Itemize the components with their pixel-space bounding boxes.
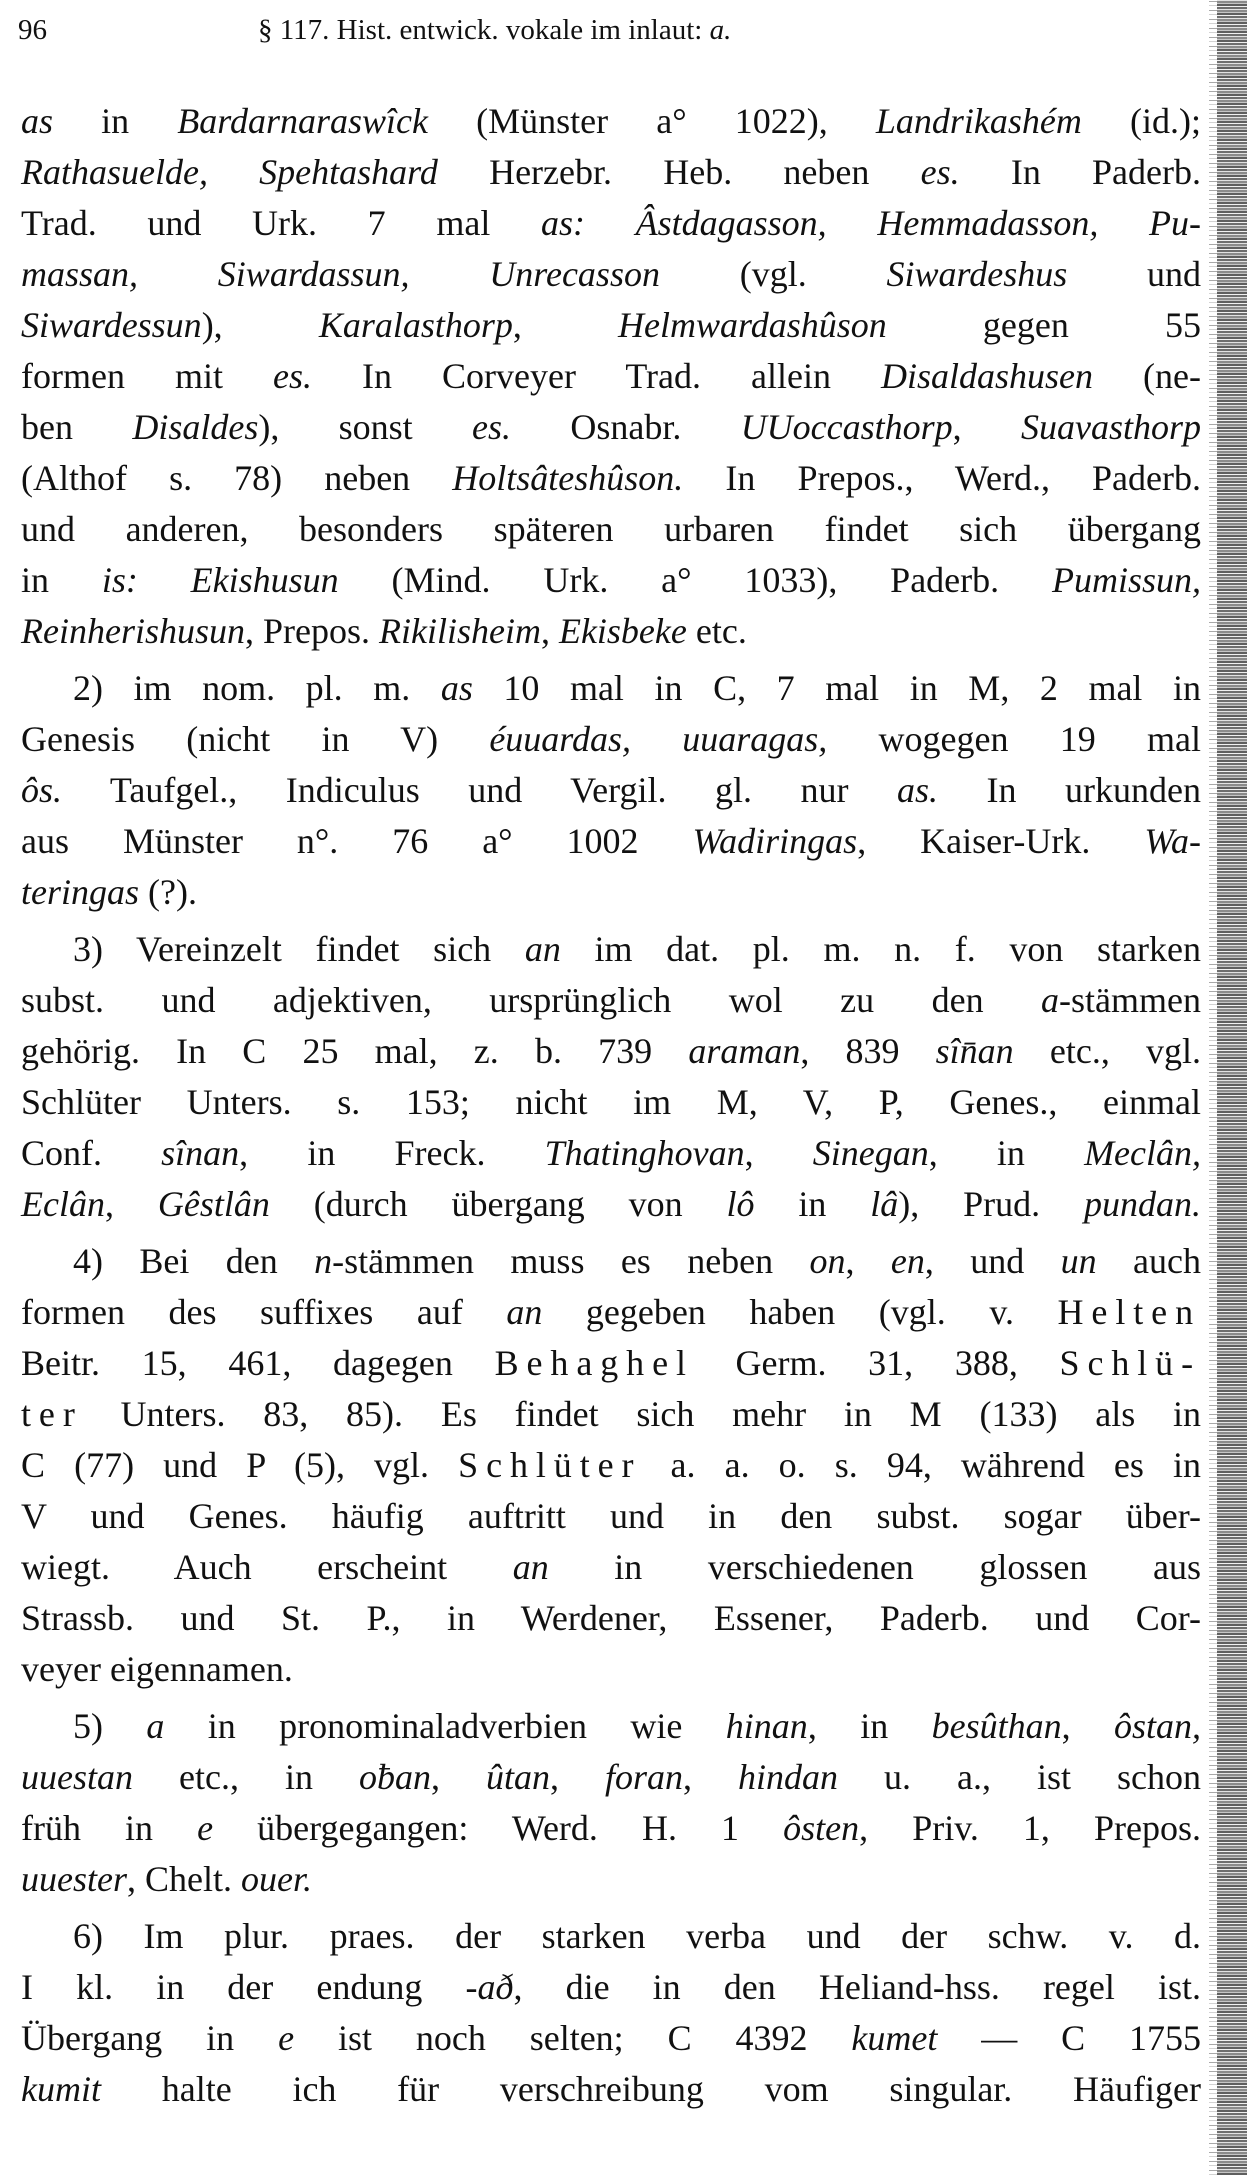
- paragraph: [21, 1236, 1201, 1695]
- text-line: [21, 96, 1201, 147]
- roman-text: ,: [512, 305, 619, 345]
- italic-text: Rathasuelde, Spehtashard: [21, 152, 438, 192]
- roman-text: im dat. pl. m. n. f. von starken: [560, 929, 1202, 969]
- text-line: [21, 816, 1201, 867]
- roman-text: 5): [73, 1706, 147, 1746]
- roman-text: und anderen, besonders späteren urbaren findet sich übergang: [21, 509, 1201, 549]
- italic-text: UUoccasthorp: [740, 407, 953, 447]
- italic-text: an: [506, 1292, 543, 1332]
- roman-text: in: [53, 101, 178, 141]
- text-line: [21, 2013, 1201, 2064]
- italic-text: sînan: [161, 1133, 240, 1173]
- roman-text: , in: [928, 1133, 1085, 1173]
- roman-text: , Chelt.: [126, 1859, 241, 1899]
- italic-text: besûthan: [931, 1706, 1062, 1746]
- paragraph: [21, 1911, 1201, 2115]
- text-line: [21, 867, 1201, 918]
- text-line: [21, 504, 1201, 555]
- italic-text: Pumissun,: [1051, 560, 1201, 600]
- roman-text: , 839: [800, 1031, 936, 1071]
- italic-text: ôsten: [783, 1808, 860, 1848]
- text-line: [21, 198, 1201, 249]
- roman-text: , in: [807, 1706, 932, 1746]
- paragraph: [21, 663, 1201, 918]
- roman-text: früh in: [21, 1808, 198, 1848]
- paragraph: [21, 924, 1201, 1230]
- running-title: [258, 14, 731, 47]
- italic-text: as: Âstdagasson, Hemmadasson, Pu-: [541, 203, 1201, 243]
- text-line: [21, 1179, 1201, 1230]
- roman-text: wogegen 19 mal: [827, 719, 1201, 759]
- spaced-author-name: Behaghel: [494, 1343, 694, 1383]
- text-line: [21, 714, 1201, 765]
- italic-text: Rikilisheim: [378, 611, 541, 651]
- roman-text: gehörig. In C 25 mal, z. b. 739: [21, 1031, 689, 1071]
- roman-text: ist noch selten; C 4392: [294, 2018, 852, 2058]
- text-line: [21, 606, 1201, 657]
- text-line: [21, 1389, 1201, 1440]
- spaced-author-name: Schlüter: [458, 1445, 642, 1485]
- text-line: [21, 924, 1201, 975]
- roman-text: Herzebr. Heb. neben: [437, 152, 921, 192]
- text-line: [21, 1593, 1201, 1644]
- text-line: [21, 147, 1201, 198]
- running-header: [18, 14, 1198, 54]
- italic-text: oƀan: [358, 1757, 431, 1797]
- italic-text: n: [314, 1241, 333, 1281]
- italic-text: un: [1060, 1241, 1097, 1281]
- italic-text: Eclân: [21, 1184, 105, 1224]
- italic-text: es.: [920, 152, 960, 192]
- italic-text: es.: [273, 356, 312, 396]
- roman-text: — C 1755: [937, 2018, 1201, 2058]
- roman-text: , in Freck.: [239, 1133, 545, 1173]
- roman-text: In Paderb.: [959, 152, 1202, 192]
- roman-text: ),: [201, 305, 319, 345]
- text-line: [21, 663, 1201, 714]
- italic-text: an: [524, 929, 561, 969]
- paragraph: [21, 96, 1201, 657]
- roman-text: Beitr. 15, 461, dagegen: [21, 1343, 495, 1383]
- roman-text: ,: [540, 611, 559, 651]
- italic-text: Siwardeshus: [886, 254, 1068, 294]
- italic-text: is: Ekishusun: [101, 560, 339, 600]
- roman-text: -stämmen: [1059, 980, 1201, 1020]
- italic-text: Holtsâteshûson.: [452, 458, 684, 498]
- page-number: 96: [18, 14, 47, 46]
- roman-text: (?).: [139, 872, 197, 912]
- roman-text: formen des suffixes auf: [21, 1292, 507, 1332]
- roman-text: Strassb. und St. P., in Werdener, Essener, Paderb. und Cor-: [21, 1598, 1201, 1638]
- italic-text: en: [890, 1241, 925, 1281]
- italic-text: araman: [688, 1031, 801, 1071]
- roman-text: ), sonst: [258, 407, 473, 447]
- roman-text: In Prepos., Werd., Paderb.: [683, 458, 1201, 498]
- italic-text: Helmwardashûson: [618, 305, 887, 345]
- text-line: [21, 1026, 1201, 1077]
- italic-text: massan, Siwardassun, Unrecasson: [21, 254, 660, 294]
- roman-text: 10 mal in C, 7 mal in M, 2 mal in: [472, 668, 1201, 708]
- roman-text: in: [21, 560, 102, 600]
- roman-text: übergegangen: Werd. H. 1: [213, 1808, 784, 1848]
- text-line: [21, 1491, 1201, 1542]
- italic-text: hinan: [725, 1706, 808, 1746]
- text-line: [21, 1338, 1201, 1389]
- italic-text: ûtan: [485, 1757, 550, 1797]
- roman-text: In Corveyer Trad. allein: [312, 356, 882, 396]
- italic-text: Disaldes: [132, 407, 259, 447]
- italic-text: Wadiringas: [692, 821, 858, 861]
- italic-text: e: [278, 2018, 295, 2058]
- italic-text: e: [197, 1808, 214, 1848]
- roman-text: (id.);: [1081, 101, 1201, 141]
- italic-text: ôstan,: [1113, 1706, 1201, 1746]
- roman-text: in: [754, 1184, 871, 1224]
- italic-text: as.: [897, 770, 939, 810]
- roman-text: in pronominaladverbien wie: [164, 1706, 726, 1746]
- italic-text: pundan.: [1084, 1184, 1201, 1224]
- roman-text: ,: [845, 1241, 891, 1281]
- roman-text: Taufgel., Indiculus und Vergil. gl. nur: [62, 770, 897, 810]
- italic-text: uuestan: [21, 1757, 133, 1797]
- roman-text: Trad. und Urk. 7 mal: [21, 203, 541, 243]
- italic-text: as: [21, 101, 54, 141]
- text-line: [21, 351, 1201, 402]
- roman-text: Schlüter Unters. s. 153; nicht im M, V, P, Genes., einmal: [21, 1082, 1201, 1122]
- roman-text: formen mit: [21, 356, 273, 396]
- text-line: [21, 249, 1201, 300]
- italic-text: ôs.: [21, 770, 63, 810]
- roman-text: halte ich für verschreibung vom singular. Häufiger: [100, 2069, 1201, 2109]
- roman-text: etc., vgl.: [1013, 1031, 1201, 1071]
- roman-text: ,: [104, 1184, 158, 1224]
- text-line: [21, 1803, 1201, 1854]
- italic-text: an: [512, 1547, 549, 1587]
- italic-text: Sinegan: [812, 1133, 929, 1173]
- text-line: [21, 453, 1201, 504]
- text-line: [21, 402, 1201, 453]
- roman-text: a. a. o. s. 94, während es in: [641, 1445, 1201, 1485]
- roman-text: ,: [952, 407, 1022, 447]
- roman-text: (durch übergang von: [269, 1184, 727, 1224]
- roman-text: Germ. 31, 388,: [693, 1343, 1060, 1383]
- roman-text: 4) Bei den: [73, 1241, 315, 1281]
- italic-text: as: [440, 668, 473, 708]
- text-line: [21, 1077, 1201, 1128]
- roman-text: Unters. 83, 85). Es findet sich mehr in M (133) als in: [82, 1394, 1201, 1434]
- roman-text: , und: [924, 1241, 1061, 1281]
- text-line: [21, 1701, 1201, 1752]
- roman-text: , Kaiser-Urk.: [857, 821, 1145, 861]
- text-line: [21, 765, 1201, 816]
- italic-text: lô: [726, 1184, 755, 1224]
- italic-text: on: [809, 1241, 846, 1281]
- italic-text: lâ: [870, 1184, 899, 1224]
- text-line: [21, 300, 1201, 351]
- roman-text: , die in den Heliand-hss. regel ist.: [513, 1967, 1202, 2007]
- body-text: [21, 96, 1201, 2121]
- text-line: [21, 1287, 1201, 1338]
- page-binding-edge: [1217, 0, 1247, 2175]
- roman-text: (ne-: [1093, 356, 1201, 396]
- roman-text: 6) Im plur. praes. der starken verba und der schw. v. d.: [73, 1916, 1201, 1956]
- roman-text: Übergang in: [21, 2018, 279, 2058]
- italic-text: Disaldashusen: [881, 356, 1094, 396]
- roman-text: (Münster a° 1022),: [427, 101, 876, 141]
- italic-text: Gêstlân: [157, 1184, 270, 1224]
- roman-text: (Mind. Urk. a° 1033), Paderb.: [338, 560, 1052, 600]
- roman-text: und: [1067, 254, 1202, 294]
- running-title-text: § 117. Hist. entwick. vokale im inlaut:: [258, 14, 710, 46]
- roman-text: In urkunden: [938, 770, 1201, 810]
- roman-text: gegen 55: [886, 305, 1201, 345]
- text-line: [21, 1854, 1201, 1905]
- spaced-author-name: ter: [21, 1394, 83, 1434]
- roman-text: ), Prud.: [898, 1184, 1084, 1224]
- roman-text: (vgl.: [659, 254, 887, 294]
- italic-text: Reinherishusun: [21, 611, 245, 651]
- text-line: [21, 1440, 1201, 1491]
- italic-text: kumit: [21, 2069, 101, 2109]
- paragraph: [21, 1701, 1201, 1905]
- roman-text: ,: [1061, 1706, 1114, 1746]
- roman-text: gegeben haben (vgl. v.: [542, 1292, 1058, 1332]
- roman-text: 2) im nom. pl. m.: [73, 668, 441, 708]
- italic-text: hindan: [738, 1757, 839, 1797]
- roman-text: aus Münster n°. 76 a° 1002: [21, 821, 693, 861]
- spaced-author-name: Schlü-: [1059, 1343, 1202, 1383]
- roman-text: in verschiedenen glossen aus: [548, 1547, 1201, 1587]
- italic-text: kumet: [851, 2018, 938, 2058]
- italic-text: Ekisbeke: [558, 611, 687, 651]
- roman-text: Genesis (nicht in V): [21, 719, 490, 759]
- roman-text: V und Genes. häufig auftritt und in den subst. sogar über-: [21, 1496, 1201, 1536]
- italic-text: foran: [604, 1757, 683, 1797]
- text-line: [21, 2064, 1201, 2115]
- italic-text: a: [1041, 980, 1060, 1020]
- italic-text: ouer.: [240, 1859, 312, 1899]
- roman-text: 3) Vereinzelt findet sich: [73, 929, 525, 969]
- italic-text: éuuardas, uuaragas,: [489, 719, 828, 759]
- roman-text: ,: [744, 1133, 813, 1173]
- roman-text: u. a., ist schon: [838, 1757, 1201, 1797]
- text-line: [21, 1752, 1201, 1803]
- roman-text: (Althof s. 78) neben: [21, 458, 453, 498]
- italic-text: Karalasthorp: [318, 305, 513, 345]
- italic-text: Thatinghovan: [544, 1133, 745, 1173]
- roman-text: ,: [683, 1757, 738, 1797]
- roman-text: , Priv. 1, Prepos.: [859, 1808, 1202, 1848]
- roman-text: -stämmen muss es neben: [332, 1241, 810, 1281]
- italic-text: Suavasthorp: [1021, 407, 1202, 447]
- italic-text: Landrikashém: [875, 101, 1082, 141]
- roman-text: Osnabr.: [511, 407, 741, 447]
- text-line: [21, 1236, 1201, 1287]
- italic-text: Meclân,: [1084, 1133, 1202, 1173]
- italic-text: Bardarnaraswîck: [177, 101, 428, 141]
- italic-text: sîn̄an: [935, 1031, 1014, 1071]
- roman-text: auch: [1096, 1241, 1202, 1281]
- roman-text: etc.: [686, 611, 747, 651]
- text-line: [21, 1962, 1201, 2013]
- roman-text: ,: [430, 1757, 486, 1797]
- roman-text: etc., in: [133, 1757, 359, 1797]
- roman-text: ,: [549, 1757, 605, 1797]
- text-line: [21, 975, 1201, 1026]
- italic-text: es.: [472, 407, 512, 447]
- italic-text: teringas: [21, 872, 140, 912]
- text-line: [21, 1542, 1201, 1593]
- text-line: [21, 1128, 1201, 1179]
- roman-text: subst. und adjektiven, ursprünglich wol zu den: [21, 980, 1042, 1020]
- roman-text: Conf.: [21, 1133, 162, 1173]
- italic-text: -að: [465, 1967, 514, 2007]
- text-line: [21, 555, 1201, 606]
- roman-text: C (77) und P (5), vgl.: [21, 1445, 459, 1485]
- roman-text: veyer eigennamen.: [21, 1649, 293, 1689]
- roman-text: wiegt. Auch erscheint: [21, 1547, 513, 1587]
- text-line: [21, 1644, 1201, 1695]
- italic-text: Wa-: [1144, 821, 1201, 861]
- spaced-author-name: Helten: [1057, 1292, 1201, 1332]
- italic-text: uuester: [21, 1859, 127, 1899]
- italic-text: a: [146, 1706, 165, 1746]
- roman-text: I kl. in der endung: [21, 1967, 466, 2007]
- roman-text: , Prepos.: [244, 611, 379, 651]
- italic-text: Siwardessun: [21, 305, 202, 345]
- running-title-italic: a.: [709, 14, 732, 46]
- roman-text: ben: [21, 407, 133, 447]
- text-line: [21, 1911, 1201, 1962]
